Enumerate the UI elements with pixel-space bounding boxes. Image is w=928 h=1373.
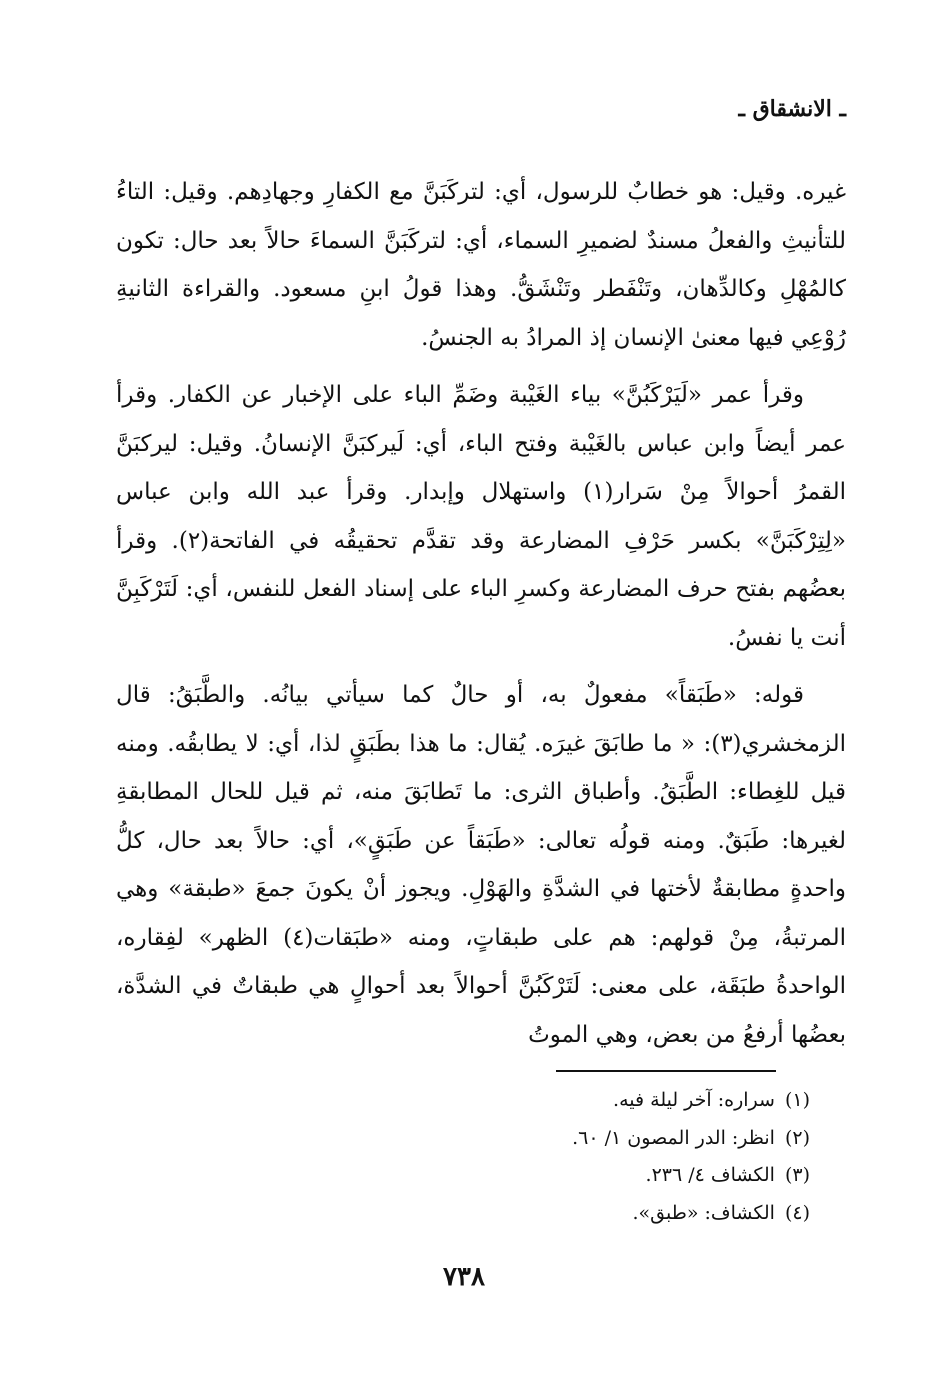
paragraph: غيره. وقيل: هو خطابٌ للرسول، أي: لتركَبَنَّ مع الكفارِ وجهادِهم. وقيل: التاءُ للتأنيثِ والفعلُ مسندٌ لضميرِ السماء، أي: لتركَبَنَّ السماءَ حالاً بعد حال: تكون كالمُهْلِ وكالدِّهان، وتَنْفَطر وتَنْشَقُّ. وهذا قولُ ابنِ مسعود. والقراءة الثانيةِ رُوْعِي فيها معنىٰ الإنسان إذ المرادُ به الجنسُ. bbox=[116, 179, 846, 351]
footnote-item bbox=[190, 1120, 810, 1158]
footnote-number: (٤) bbox=[784, 1201, 810, 1224]
footnote-separator bbox=[556, 1070, 776, 1072]
main-text bbox=[116, 168, 846, 1068]
footnote-item bbox=[190, 1082, 810, 1120]
footnote-text: انظر: الدر المصون ١/ ٦٠. bbox=[572, 1126, 775, 1149]
footnote-text: الكشاف ٤/ ٢٣٦. bbox=[645, 1164, 775, 1186]
footnote-text: سراره: آخر ليلة فيه. bbox=[613, 1089, 775, 1111]
paragraph: وقرأ عمر «لَيَرْكَبُنَّ» بياء الغَيْبة وضَمِّ الباء على الإخبار عن الكفار. وقرأ عمر أيضاً وابن عباس بالغَيْبة وفتح الباء، أي: لَيركبَنَّ الإنسانُ. وقيل: ليركبَنَّ القمرُ أحوالاً مِنْ سَرار(١) واستهلال وإبدار. وقرأ عبد الله وابن عباس «لِتِرْكَبَنَّ» بكسر حَرْفِ المضارعة وقد تقدَّم تحقيقُه في الفاتحة(٢). وقرأ بعضُهم بفتح حرف المضارعة وكسرِ الباء على إسناد الفعل للنفس، أي: لَتَرْكَبِنَّ أنت يا نفسُ. bbox=[116, 382, 846, 651]
footnote-item bbox=[190, 1157, 810, 1195]
footnote-number: (٢) bbox=[784, 1126, 810, 1149]
page-number: ٧٣٨ bbox=[443, 1262, 485, 1292]
footnotes bbox=[190, 1082, 810, 1232]
footnote-text: الكشاف: «طبق». bbox=[632, 1201, 775, 1224]
paragraph: قوله: «طَبَقاً» مفعولٌ به، أو حالٌ كما سيأتي بيانُه. والطَّبَقُ: قال الزمخشري(٣): « ما طابَقَ غيرَه. يُقال: ما هذا بطَبَقٍ لذا، أي: لا يطابقُه. ومنه قيل للغِطاء: الطَّبَقُ. وأطباق الثرى: ما تَطابَقَ منه، ثم قيل للحال المطابقةِ لغيرها: طَبَقٌ. ومنه قولُه تعالى: «طَبَقاً عن طَبَقٍ»، أي: حالاً بعد حال، كلُّ واحدةٍ مطابقةٌ لأختها في الشدَّةِ والهَوْلِ. ويجوز أنْ يكونَ جمعَ «طبقة» وهي المرتبةُ، مِنْ قولهم: هم على طبقاتٍ، ومنه «طبَقات(٤) الظهر» لفِقاره، الواحدةُ طبَقَة، على معنى: لَتَرْكَبُنَّ أحوالاً بعد أحوالٍ هي طبقاتٌ في الشدَّة، بعضُها أرفعُ من بعض، وهي الموتُ bbox=[116, 682, 846, 1048]
footnote-item bbox=[190, 1195, 810, 1233]
footnote-number: (١) bbox=[784, 1089, 810, 1111]
footnote-number: (٣) bbox=[784, 1164, 810, 1186]
running-header: ـ الانشقاق ـ bbox=[738, 96, 846, 122]
